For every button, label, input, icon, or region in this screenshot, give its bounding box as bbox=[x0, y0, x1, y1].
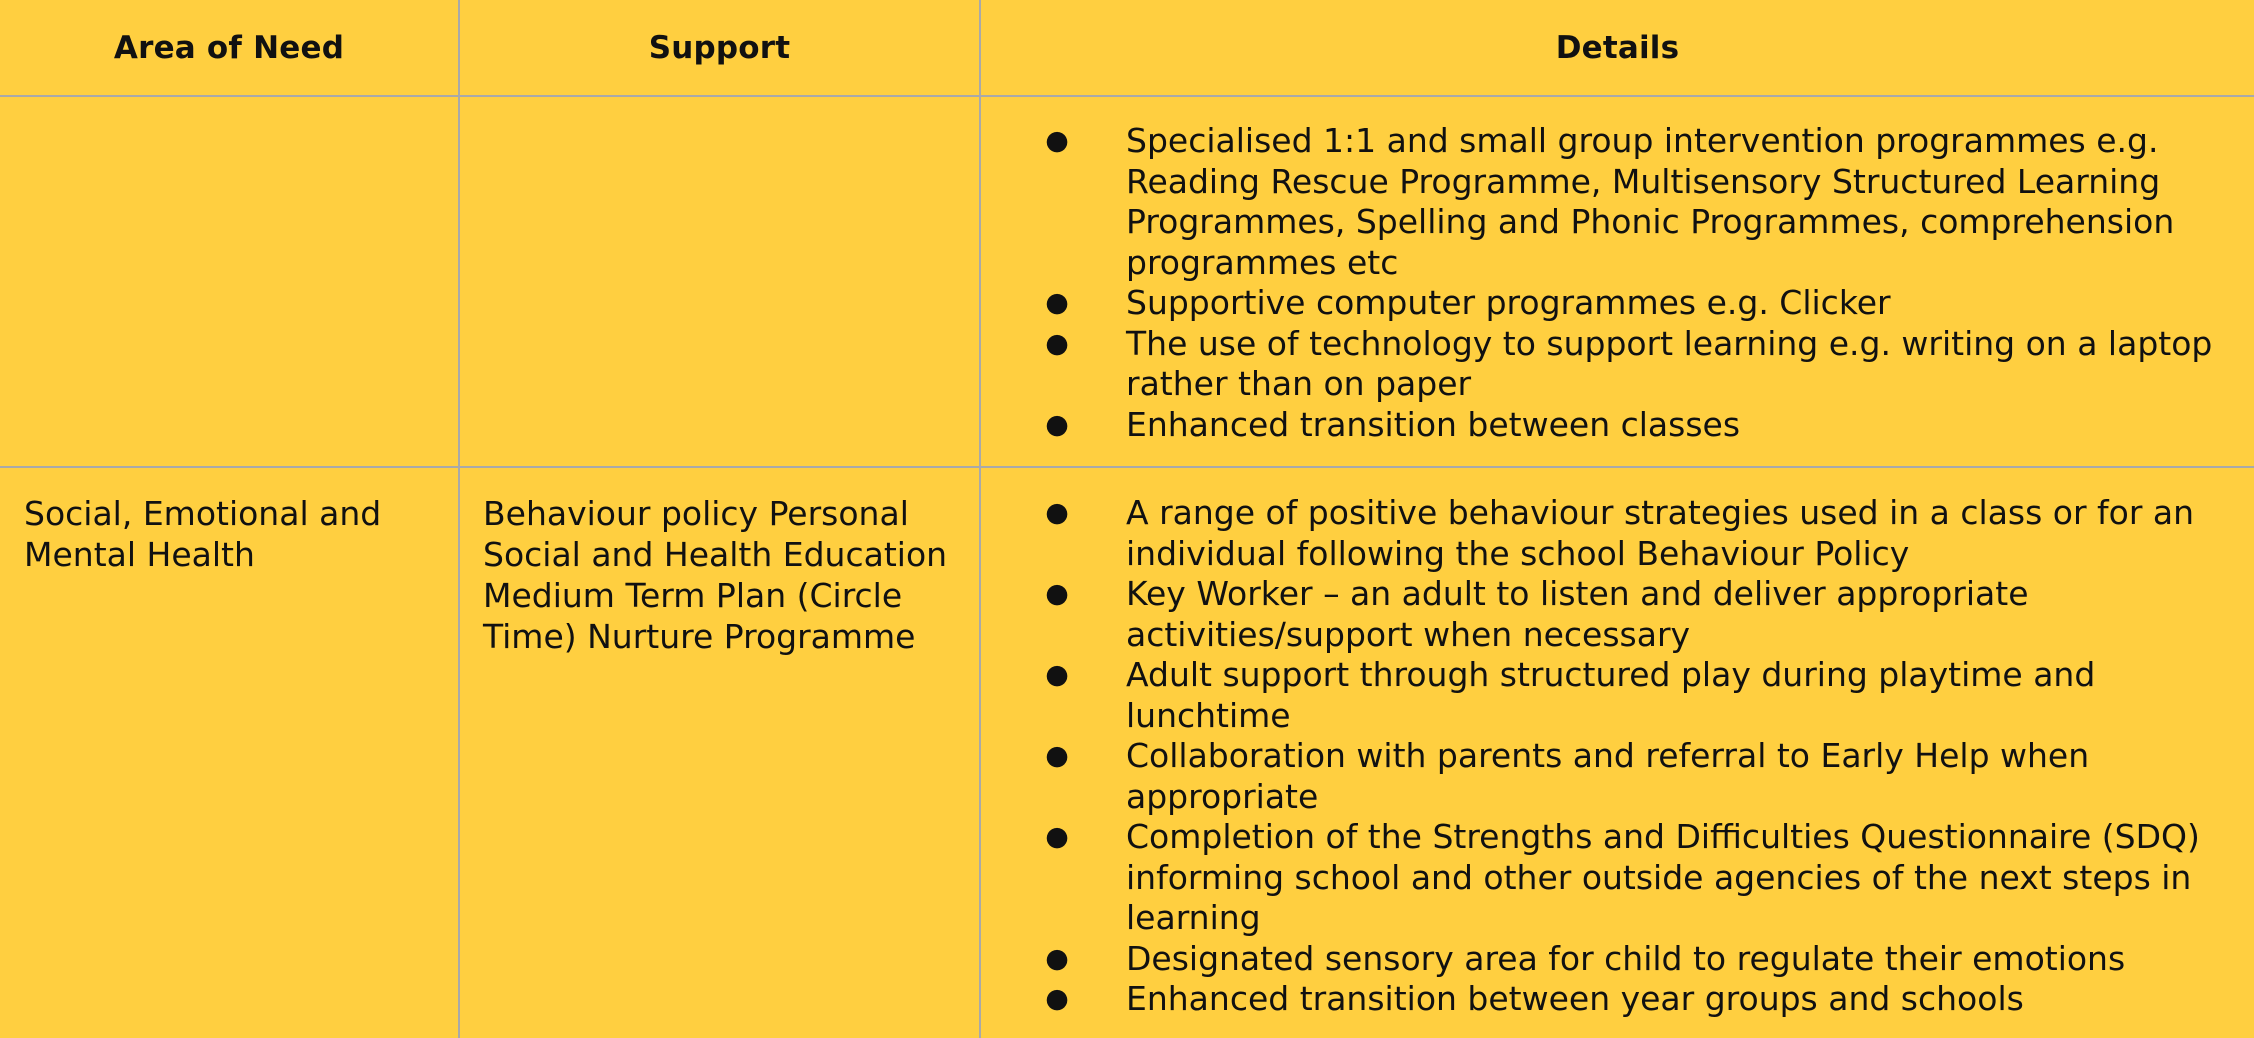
list-item bbox=[1042, 736, 2244, 817]
list-item bbox=[1042, 493, 2244, 574]
list-item bbox=[1042, 283, 2244, 324]
list-item-text: Key Worker – an adult to listen and deliver appropriate activities/support when necessary bbox=[1126, 574, 2029, 654]
list-item bbox=[1042, 405, 2244, 446]
row-divider-1 bbox=[0, 466, 2254, 468]
list-item-text: Enhanced transition between year groups and schools bbox=[1126, 979, 2024, 1018]
list-item-text: Designated sensory area for child to regulate their emotions bbox=[1126, 938, 2126, 978]
bullet-icon: ● bbox=[1045, 408, 1069, 440]
list-item-text: Completion of the Strengths and Difficulties Questionnaire (SDQ) informing school and other outside agencies of the next steps in learning bbox=[1126, 817, 2200, 937]
bullet-icon: ● bbox=[1045, 287, 1069, 318]
header-area-of-need: Area of Need bbox=[113, 30, 345, 66]
list-item bbox=[1042, 939, 2244, 980]
bullet-icon: ● bbox=[1045, 578, 1069, 609]
list-item bbox=[1042, 574, 2244, 655]
list-item-text: Adult support through structured play during playtime and lunchtime bbox=[1126, 655, 2096, 735]
column-divider-1 bbox=[458, 0, 460, 1038]
row-2-support: Behaviour policy Personal Social and Health Education Medium Term Plan (Circle Time) Nurture Programme bbox=[483, 494, 948, 656]
bullet-icon: ● bbox=[1045, 983, 1069, 1014]
bullet-icon: ● bbox=[1045, 125, 1069, 156]
list-item-text: Enhanced transition between classes bbox=[1126, 404, 1741, 444]
list-item bbox=[1042, 817, 2244, 939]
row-1-details-list bbox=[1042, 121, 2244, 445]
list-item-text: The use of technology to support learning e.g. writing on a laptop rather than on paper bbox=[1126, 323, 2213, 403]
list-item-text: Collaboration with parents and referral to Early Help when appropriate bbox=[1126, 736, 2090, 816]
list-item bbox=[1042, 979, 2244, 1020]
bullet-icon: ● bbox=[1045, 497, 1069, 528]
header-support: Support bbox=[648, 30, 791, 66]
bullet-icon: ● bbox=[1045, 740, 1069, 771]
bullet-icon: ● bbox=[1045, 327, 1069, 359]
list-item-text: Supportive computer programmes e.g. Clicker bbox=[1126, 283, 1891, 322]
bullet-icon: ● bbox=[1045, 942, 1069, 974]
row-2-details-list bbox=[1042, 493, 2244, 1020]
list-item bbox=[1042, 655, 2244, 736]
list-item-text: A range of positive behaviour strategies used in a class or for an individual following the school Behaviour Policy bbox=[1126, 493, 2195, 573]
list-item bbox=[1042, 324, 2244, 405]
list-item-text: Specialised 1:1 and small group intervention programmes e.g. Reading Rescue Programme, Multisensory Structured Learning Programmes, Spelling and Phonic Programmes, comprehension programmes etc bbox=[1126, 121, 2175, 282]
row-2-area: Social, Emotional and Mental Health bbox=[24, 494, 382, 574]
header-details: Details bbox=[1555, 30, 1680, 66]
column-divider-2 bbox=[979, 0, 981, 1038]
list-item bbox=[1042, 121, 2244, 283]
bullet-icon: ● bbox=[1045, 821, 1069, 852]
bullet-icon: ● bbox=[1045, 659, 1069, 690]
